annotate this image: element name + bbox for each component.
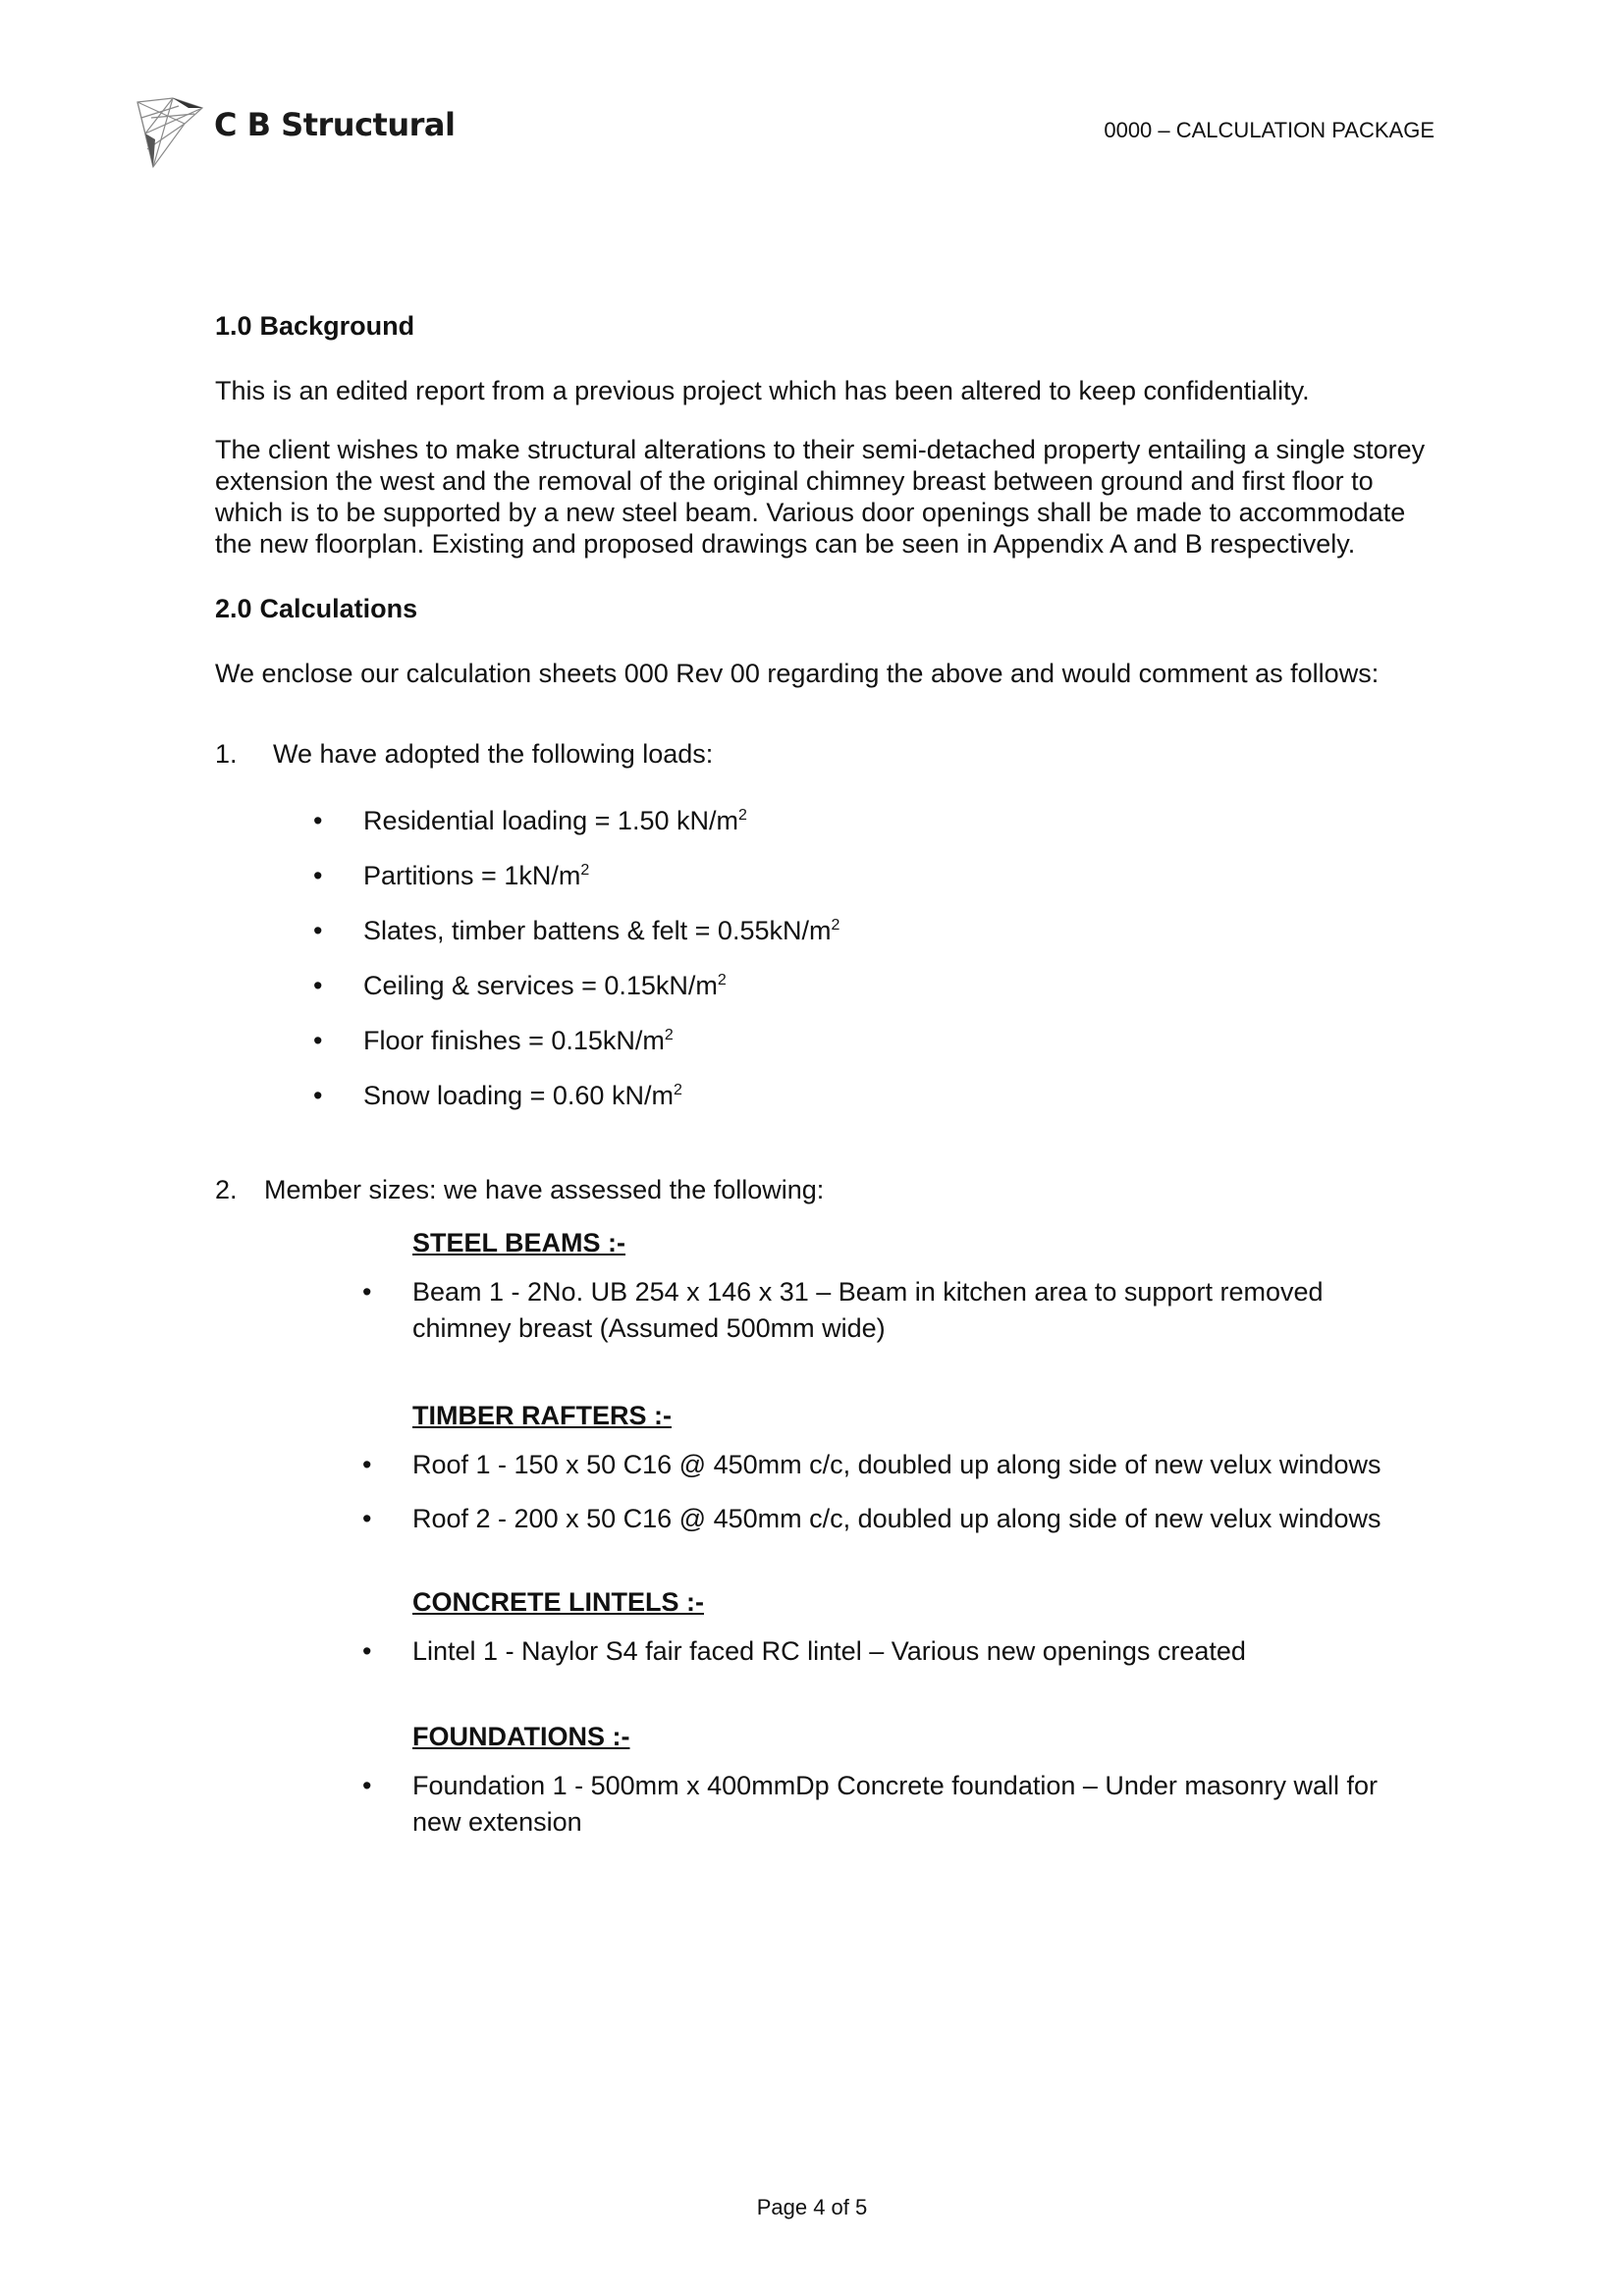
- background-paragraph-2: The client wishes to make structural alterations to their semi-detached property entailing a single storey extension the west and the removal of the original chimney breast between ground and first floor to which is to be supported by a new steel beam. Various door openings shall be made to accommodate the new floorplan. Existing and proposed drawings can be seen in Appendix A and B respectively.: [215, 435, 1426, 559]
- list-item: • Ceiling & services = $0.15kN/m^2$: [313, 971, 727, 1000]
- list-item: • Residential loading = 1.50 $kN/m^2$: [313, 806, 747, 835]
- page-number: Page 4 of 5: [756, 2195, 868, 2219]
- section-title-concrete-lintels: CONCRETE LINTELS :-: [412, 1587, 704, 1617]
- foundations-list: [215, 1768, 1433, 1841]
- calculations-intro: We enclose our calculation sheets 000 Rev 00 regarding the above and would comment as follows:: [215, 659, 1380, 688]
- list-item: • Roof 1 - 150 x 50 C16 @ 450mm c/c, doubled up along side of new velux windows: [362, 1450, 1381, 1479]
- document-title: 0000 – CALCULATION PACKAGE: [1104, 118, 1435, 142]
- background-paragraph-1: This is an edited report from a previous project which has been altered to keep confidentiality.: [215, 376, 1310, 405]
- section-title-steel-beams: STEEL BEAMS :-: [412, 1228, 626, 1257]
- numbered-item-1: 1. We have adopted the following loads:: [215, 739, 714, 769]
- list-item: • Slates, timber battens & felt = $0.55kN/m^2$: [313, 916, 840, 945]
- logo-text: C B Structural: [214, 106, 456, 143]
- company-logo: [134, 94, 456, 173]
- numbered-item-2: 2. Member sizes: we have assessed the following:: [215, 1175, 825, 1204]
- document-body: [215, 310, 1433, 1841]
- heading-background: 1.0 Background: [215, 311, 415, 341]
- list-item: • Lintel 1 - Naylor S4 fair faced RC lintel – Various new openings created: [362, 1636, 1246, 1666]
- section-title-timber-rafters: TIMBER RAFTERS :-: [412, 1401, 672, 1430]
- list-item: • Roof 2 - 200 x 50 C16 @ 450mm c/c, doubled up along side of new velux windows: [362, 1504, 1381, 1533]
- list-item: • Beam 1 - 2No. UB 254 x 146 x 31 – Beam in kitchen area to support removed chimney breast (Assumed 500mm wide): [362, 1277, 1324, 1343]
- list-item: • Floor finishes = $0.15kN/m^2$: [313, 1026, 674, 1055]
- concrete-lintels-list: [215, 1633, 1433, 1670]
- list-item: • Foundation 1 - 500mm x 400mmDp Concrete foundation – Under masonry wall for new extension: [362, 1771, 1378, 1837]
- section-title-foundations: FOUNDATIONS :-: [412, 1722, 630, 1751]
- heading-calculations: 2.0 Calculations: [215, 594, 418, 623]
- timber-rafters-list: [215, 1447, 1433, 1537]
- list-item: • Partitions = $1kN/m^2$: [313, 861, 590, 890]
- logo-mark-icon: [134, 94, 210, 173]
- loads-list: [215, 805, 1433, 1111]
- list-item: • Snow loading = 0.60 $kN/m^2$: [313, 1081, 682, 1110]
- steel-beams-list: [215, 1274, 1433, 1347]
